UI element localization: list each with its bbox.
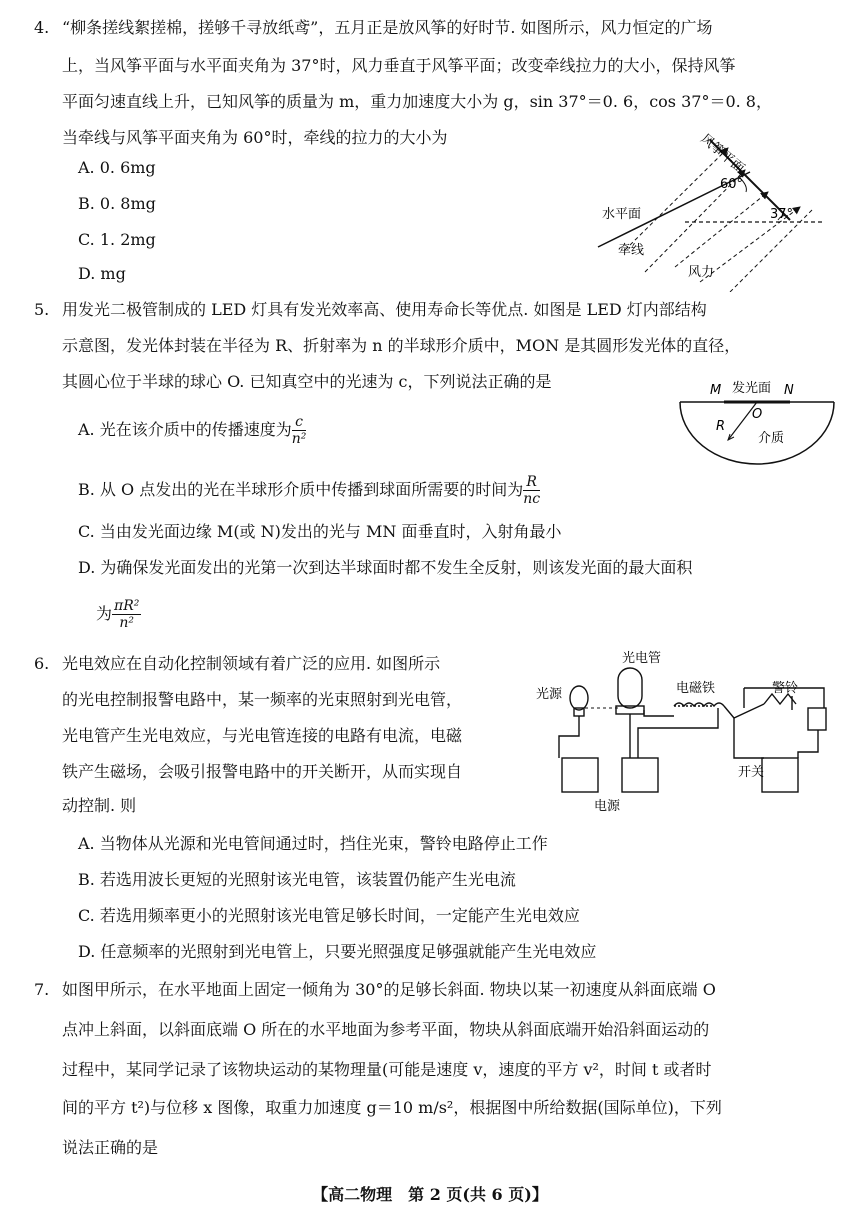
wind-label: 风力 — [688, 265, 715, 280]
q6-line-4: 铁产生磁场，会吸引报警电路中的开关断开，从而实现自 — [62, 762, 463, 781]
label-bell: 警铃 — [772, 681, 799, 696]
q6-line-1: 光电效应在自动化控制领域有着广泛的应用. 如图所示 — [62, 654, 441, 673]
q4-line-4: 当牵线与风筝平面夹角为 60°时，牵线的拉力的大小为 — [62, 128, 448, 147]
q4-line-2: 上，当风筝平面与水平面夹角为 37°时，风力垂直于风筝平面；改变牵线拉力的大小，保持风筝 — [62, 56, 736, 75]
q5-a-numerator: c — [292, 414, 307, 431]
q5-option-d-cont-text: 为 — [96, 604, 113, 623]
q5-option-d: D. 为确保发光面发出的光第一次到达半球面时都不发生全反射，则该发光面的最大面积 — [78, 558, 693, 577]
label-magnet: 电磁铁 — [676, 681, 716, 696]
q5-option-a-text: A. 光在该介质中的传播速度为 — [78, 420, 292, 439]
angle-60-label: 60° — [720, 177, 744, 192]
q7-line-3: 过程中，某同学记录了该物块运动的某物理量(可能是速度 v，速度的平方 v²，时间 t 或者时 — [62, 1060, 712, 1079]
q5-line-3: 其圆心位于半球的球心 O. 已知真空中的光速为 c，下列说法正确的是 — [62, 372, 552, 391]
q4-kite-figure — [590, 112, 830, 292]
q5-d-numerator: πR² — [114, 598, 140, 614]
q6-line-5: 动控制. 则 — [62, 796, 137, 815]
page-footer: 【高二物理 第 2 页(共 6 页)】 — [312, 1185, 548, 1204]
q4-option-c: C. 1. 2mg — [78, 230, 156, 249]
q5-option-b — [78, 474, 540, 507]
q5-line-2: 示意图，发光体封装在半径为 R、折射率为 n 的半球形介质中，MON 是其圆形发光体的直径， — [62, 336, 741, 355]
q6-option-d: D. 任意频率的光照射到光电管上，只要光照强度足够强就能产生光电效应 — [78, 942, 597, 961]
angle-37-label: 37° — [770, 207, 794, 222]
q5-option-c: C. 当由发光面边缘 M(或 N)发出的光与 MN 面垂直时，入射角最小 — [78, 522, 562, 541]
label-power: 电源 — [594, 799, 621, 814]
q4-line-1: “柳条搓线絮搓棉，搓够千寻放纸鸢”，五月正是放风筝的好时节. 如图所示，风力恒定的广场 — [62, 18, 713, 37]
q5-a-denominator: n² — [291, 431, 307, 447]
label-light: 光源 — [536, 687, 563, 702]
label-medium: 介质 — [758, 431, 785, 446]
q5-option-b-text: B. 从 O 点发出的光在半球形介质中传播到球面所需要的时间为 — [78, 480, 524, 499]
q6-line-3: 光电管产生光电效应，与光电管连接的电路有电流，电磁 — [62, 726, 463, 745]
label-n: N — [784, 383, 794, 398]
q7-line-4: 间的平方 t²)与位移 x 图像，取重力加速度 g＝10 m/s²，根据图中所给数据(国际单位)，下列 — [62, 1098, 722, 1117]
q5-number: 5. — [34, 300, 50, 319]
kite-plane-label: 风筝平面 — [697, 131, 747, 177]
q5-option-a — [78, 414, 306, 447]
label-r: R — [716, 419, 726, 434]
horizontal-label: 水平面 — [602, 207, 642, 222]
q5-hemisphere-figure — [672, 378, 842, 468]
q5-line-1: 用发光二极管制成的 LED 灯具有发光效率高、使用寿命长等优点. 如图是 LED 灯内部结构 — [62, 300, 707, 319]
q5-d-denominator: n² — [119, 615, 135, 631]
q5-b-denominator: nc — [523, 491, 541, 507]
q6-number: 6. — [34, 654, 50, 673]
label-tube: 光电管 — [622, 651, 662, 666]
q4-option-a: A. 0. 6mg — [78, 158, 156, 177]
q7-line-1: 如图甲所示，在水平地面上固定一倾角为 30°的足够长斜面. 物块以某一初速度从斜面底端 O — [62, 980, 716, 999]
string-label: 牵线 — [618, 243, 645, 258]
q6-option-c: C. 若选用频率更小的光照射该光电管足够长时间，一定能产生光电效应 — [78, 906, 580, 925]
q4-line-3: 平面匀速直线上升，已知风筝的质量为 m，重力加速度大小为 g，sin 37°＝0. 6，cos 37°＝0. 8， — [62, 92, 772, 111]
label-o: O — [752, 407, 763, 422]
q7-line-2: 点冲上斜面，以斜面底端 O 所在的水平地面为参考平面，物块从斜面底端开始沿斜面运动的 — [62, 1020, 710, 1039]
q4-option-d: D. mg — [78, 264, 126, 283]
q7-line-5: 说法正确的是 — [62, 1138, 159, 1157]
label-face: 发光面 — [732, 381, 772, 396]
q6-option-a: A. 当物体从光源和光电管间通过时，挡住光束，警铃电路停止工作 — [78, 834, 548, 853]
q6-option-b: B. 若选用波长更短的光照射该光电管，该装置仍能产生光电流 — [78, 870, 516, 889]
q6-circuit-figure — [534, 648, 834, 818]
q4-number: 4. — [34, 18, 50, 37]
q5-option-d-cont — [96, 598, 141, 631]
q5-b-numerator: R — [523, 474, 540, 491]
q6-line-2: 的光电控制报警电路中，某一频率的光束照射到光电管， — [62, 690, 463, 709]
q4-option-b: B. 0. 8mg — [78, 194, 156, 213]
label-switch: 开关 — [738, 765, 765, 780]
q7-number: 7. — [34, 980, 50, 999]
label-m: M — [710, 383, 722, 398]
